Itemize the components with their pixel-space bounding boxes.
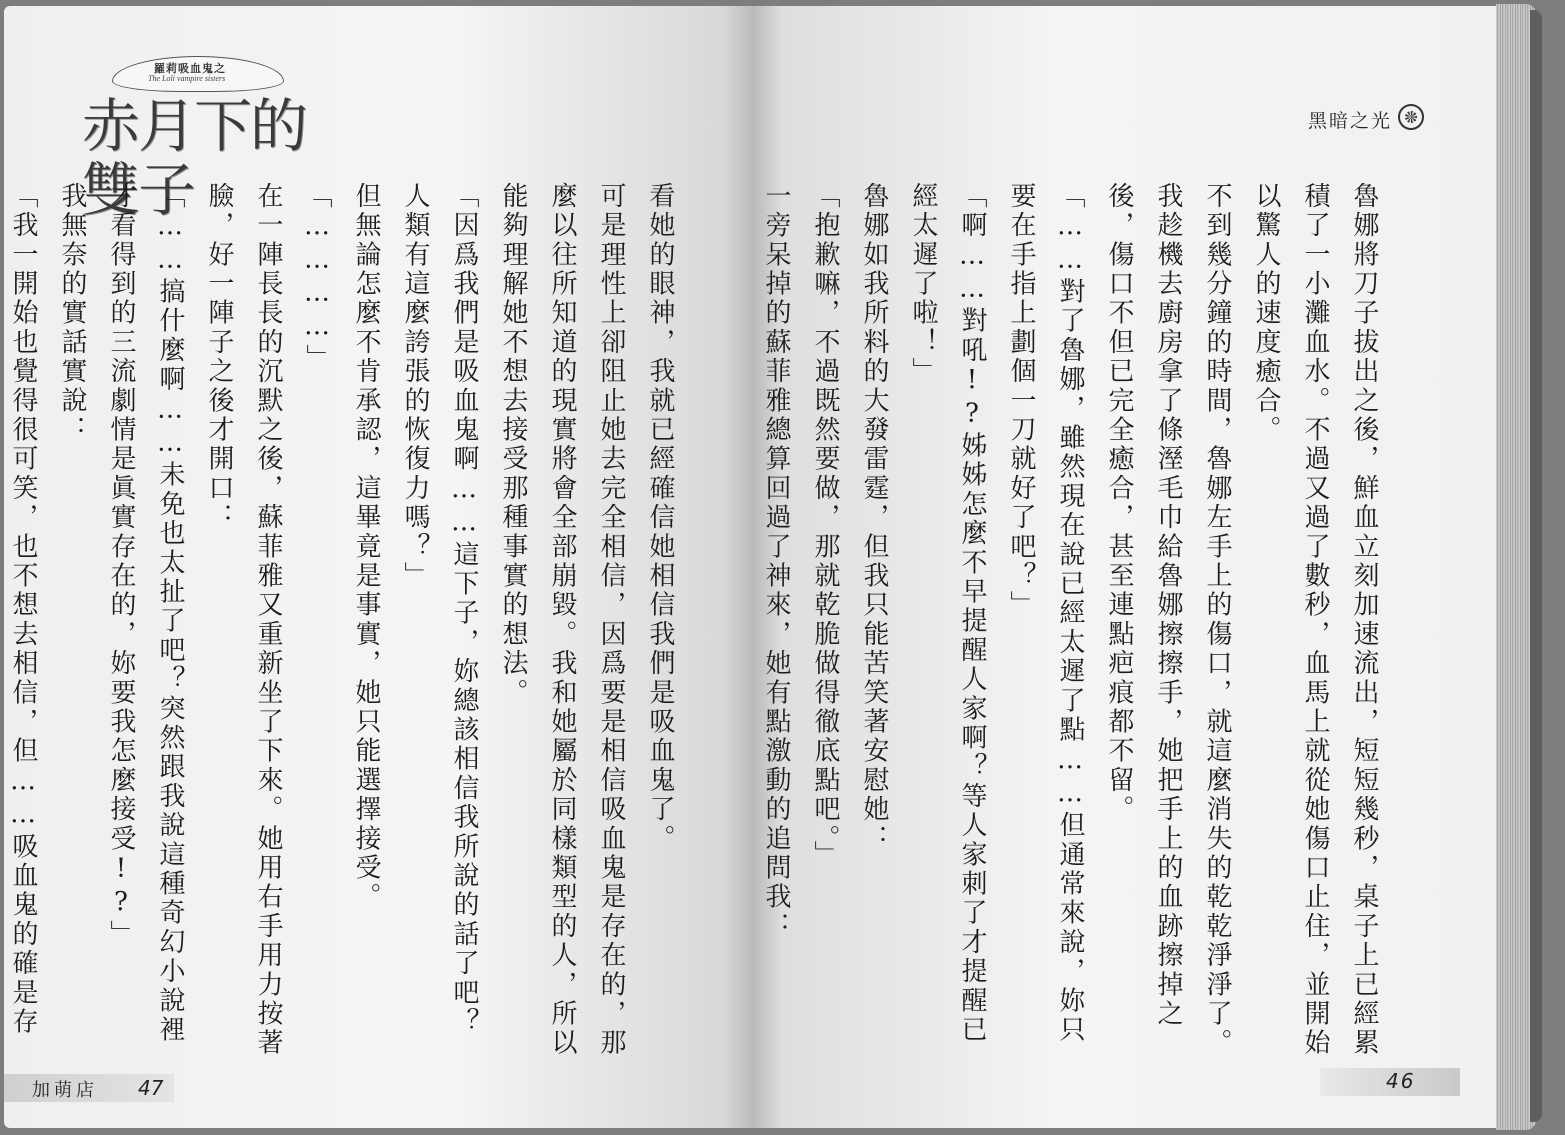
logo-series-en: The Loli vampire sisters (148, 74, 226, 83)
paragraph: 魯娜如我所料的大發雷霆，但我只能苦笑著安慰她： (859, 182, 889, 854)
paragraph: 「……對了魯娜，雖然現在說已經太遲了點……但通常來說，妳只要在手指上劃個一刀就好了吧？」 (1006, 182, 1085, 1045)
publisher-name: 加萌店 (32, 1080, 98, 1101)
paragraph: 「…………」 (302, 182, 332, 374)
logo-title: 赤月下的雙子 (82, 92, 307, 224)
book-logo (82, 54, 352, 224)
page-number: 47 (138, 1076, 164, 1100)
paragraph: 「我一開始也覺得很可笑，也不想去相信，但……吸血鬼的確是存 (8, 182, 38, 1037)
right-body-text (752, 182, 1388, 1062)
left-body-text (4, 182, 684, 1062)
paragraph: 「抱歉嘛，不過既然要做，那就乾脆做得徹底點吧。」 (810, 182, 840, 870)
paragraph: 「啊……對吼!?姊姊怎麼不早提醒人家啊？等人家刺了才提醒已經太遲了啦！」 (908, 182, 987, 1045)
paragraph: 「……搞什麼啊……未免也太扯了吧？突然跟我說這種奇幻小說裡才看得到的三流劇情是眞實存在的，妳要我怎麼接受!?」 (106, 182, 185, 1045)
paragraph: 可是理性上卻阻止她去完全相信，因爲要是相信吸血鬼是存在的，那麼以往所知道的現實將會全部崩毀。我和她屬於同樣類型的人，所以能夠理解她不想去接受那種事實的想法。 (498, 182, 626, 1058)
paragraph: 但無論怎麼不肯承認，這畢竟是事實，她只能選擇接受。 (351, 182, 381, 912)
chapter-title: 黑暗之光 (1308, 110, 1393, 132)
right-page (752, 6, 1500, 1128)
paragraph: 在一陣長長的沉默之後，蘇菲雅又重新坐了下來。她用右手用力按著臉，好一陣子之後才開口： (204, 182, 283, 1058)
paragraph: 「因爲我們是吸血鬼啊……這下子，妳總該相信我所說的話了吧？人類有這麼誇張的恢復力嗎？」 (400, 182, 479, 1037)
logo-series-cn: 羅莉吸血鬼之 (154, 62, 226, 75)
paragraph: 不到幾分鐘的時間，魯娜左手上的傷口，就這麼消失的乾乾淨淨了。我趁機去廚房拿了條溼毛巾給魯娜擦擦手，她把手上的血跡擦掉之後，傷口不但已完全癒合，甚至連點疤痕都不留。 (1104, 182, 1232, 1058)
paragraph: 看她的眼神，我就已經確信她相信我們是吸血鬼了。 (645, 182, 675, 854)
right-footer (1320, 1068, 1460, 1096)
left-footer (4, 1074, 174, 1102)
page-number: 46 (1386, 1069, 1416, 1093)
book-cover-edge (1530, 10, 1542, 1122)
paragraph: 我無奈的實話實說： (57, 182, 87, 445)
left-page (4, 6, 752, 1128)
paragraph: 魯娜將刀子拔出之後，鮮血立刻加速流出，短短幾秒，桌子上已經累積了一小灘血水。不過又過了數秒，血馬上就從她傷口止住，並開始以驚人的速度癒合。 (1251, 182, 1379, 1058)
chapter-badge-icon (1398, 104, 1424, 130)
paragraph: 一旁呆掉的蘇菲雅總算回過了神來，她有點激動的追問我： (761, 182, 791, 942)
